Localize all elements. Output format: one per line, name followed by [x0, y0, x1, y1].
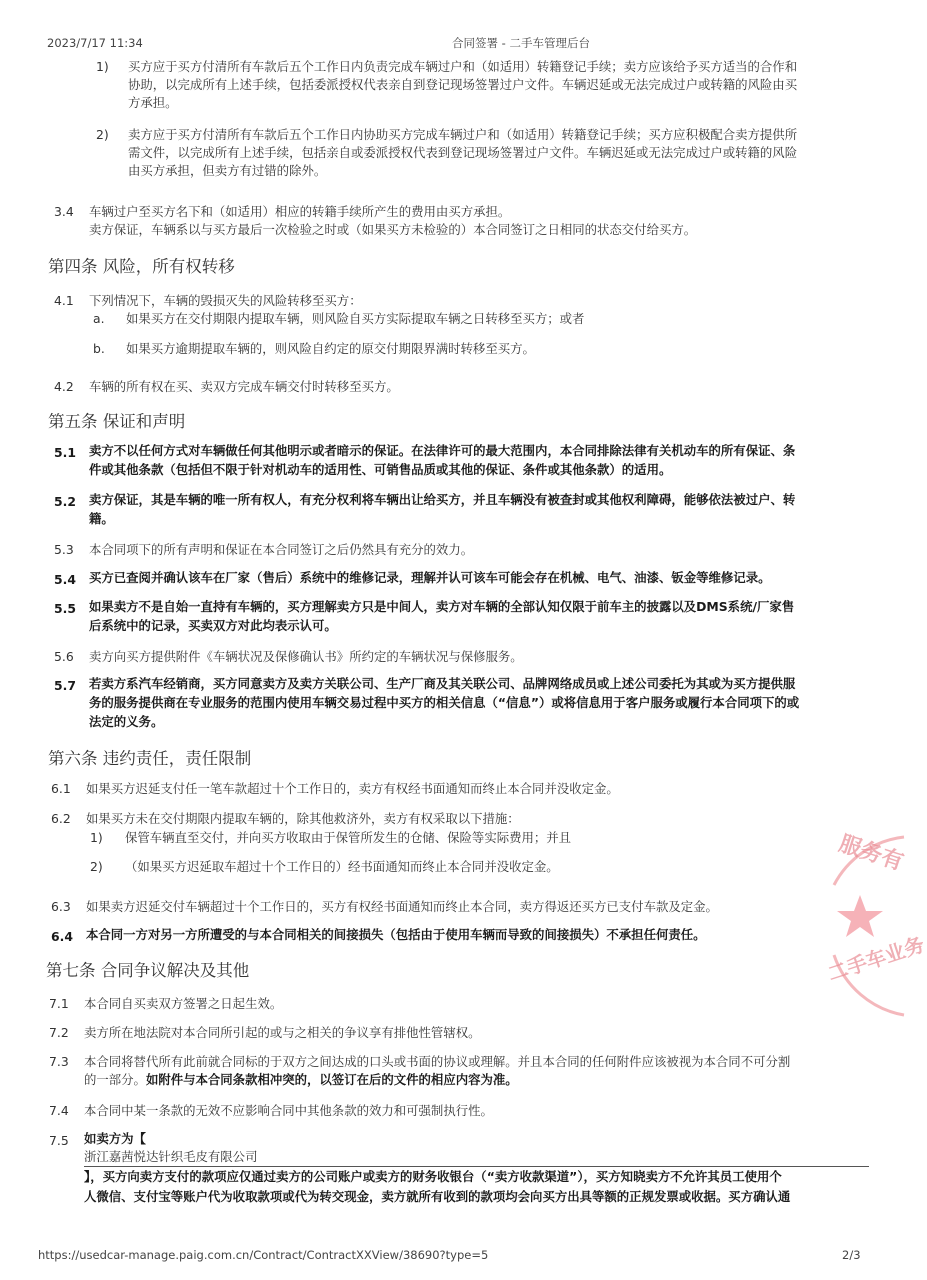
clause-text-line: 车辆过户至买方名下和（如适用）相应的转籍手续所产生的费用由买方承担。 [89, 204, 511, 219]
clause-text-line: 卖方向买方提供附件《车辆状况及保修确认书》所约定的车辆状况与保修服务。 [89, 649, 523, 664]
page-number: 2/3 [842, 1248, 861, 1262]
clause-text-line: 本合同一方对另一方所遭受的与本合同相关的间接损失（包括由于使用车辆而导致的间接损失）不承担任何责任。 [86, 927, 706, 942]
clause-number: 4.2 [54, 379, 74, 394]
clause-text-line: 卖方应于买方付清所有车款后五个工作日内协助买方完成车辆过户和（如适用）转籍登记手续；买方应积极配合卖方提供所 [128, 127, 798, 142]
clause-text-line: 买方应于买方付清所有车款后五个工作日内负责完成车辆过户和（如适用）转籍登记手续；卖方应该给予买方适当的合作和 [128, 59, 798, 74]
clause-text-line: 由买方承担，但卖方有过错的除外。 [128, 163, 327, 178]
clause-number: 5.2 [54, 494, 76, 509]
clause-text-line: 】，买方向卖方支付的款项应仅通过卖方的公司账户或卖方的财务收银台（“卖方收款渠道”），买方知晓卖方不允许其员工使用个 [84, 1169, 782, 1184]
clause-number: 5.3 [54, 542, 74, 557]
clause-number: 7.2 [49, 1025, 69, 1040]
clause-text-line: 如果买方迟延支付任一笔车款超过十个工作日的，卖方有权经书面通知而终止本合同并没收定金。 [86, 781, 619, 796]
clause-number: 4.1 [54, 293, 74, 308]
clause-text-line: 本合同将替代所有此前就合同标的于双方之间达成的口头或书面的协议或理解。并且本合同的任何附件应该被视为本合同不可分割 [84, 1054, 791, 1069]
clause-number: 5.6 [54, 649, 74, 664]
clause-number: 3.4 [54, 204, 74, 219]
print-page-title: 合同签署 - 二手车管理后台 [452, 36, 590, 50]
clause-number: 7.4 [49, 1103, 69, 1118]
seller-company-name: 浙江嘉茜悦达针织毛皮有限公司 [84, 1148, 869, 1167]
clause-number: 2) [90, 859, 103, 874]
clause-text-line: （如果买方迟延取车超过十个工作日的）经书面通知而终止本合同并没收定金。 [125, 859, 559, 874]
clause-number: 6.2 [51, 811, 71, 826]
article-heading: 第四条 风险，所有权转移 [48, 257, 235, 276]
clause-text-line: 如果买方在交付期限内提取车辆，则风险自买方实际提取车辆之日转移至买方；或者 [126, 311, 585, 326]
clause-text-line: 协助，以完成所有上述手续，包括委派授权代表亲自到登记现场签署过户文件。车辆迟延或无法完成过户或转籍的风险由买 [128, 77, 798, 92]
clause-number: 5.7 [54, 678, 76, 693]
clause-text-line: 务的服务提供商在专业服务的范围内使用车辆交易过程中买方的相关信息（“信息”）或将信息用于客户服务或履行本合同项下的或 [89, 695, 800, 710]
clause-text-line: 卖方所在地法院对本合同所引起的或与之相关的争议享有排他性管辖权。 [84, 1025, 481, 1040]
clause-text-line: 如果卖方不是自始一直持有车辆的，买方理解卖方只是中间人，卖方对车辆的全部认知仅限于前车主的披露以及DMS系统/厂家售 [89, 599, 795, 614]
seal-text-top: 服务有 [835, 831, 907, 876]
clause-number: 5.4 [54, 572, 76, 587]
clause-number: a. [93, 311, 105, 326]
clause-text-line: 卖方不以任何方式对车辆做任何其他明示或者暗示的保证。在法律许可的最大范围内，本合同排除法律有关机动车的所有保证、条 [89, 443, 796, 458]
clause-text-line: 本合同中某一条款的无效不应影响合同中其他条款的效力和可强制执行性。 [84, 1103, 493, 1118]
article-heading: 第六条 违约责任，责任限制 [48, 749, 252, 768]
seal-star-icon [837, 895, 883, 937]
page-url: https://usedcar-manage.paig.com.cn/Contract/ContractXXView/38690?type=5 [38, 1248, 489, 1262]
clause-text-line: 下列情况下，车辆的毁损灭失的风险转移至买方： [89, 293, 362, 308]
clause-number: 1) [96, 59, 109, 74]
seal-text-bottom: 二手车业务 [824, 932, 927, 986]
clause-number: 2) [96, 127, 109, 142]
clause-text-line: 后系统中的记录，买卖双方对此均表示认可。 [89, 618, 337, 633]
clause-number: b. [93, 341, 105, 356]
clause-text-line: 保管车辆直至交付，并向买方收取由于保管所发生的仓储、保险等实际费用；并且 [125, 830, 572, 845]
clause-text-line [84, 1071, 518, 1089]
clause-number: 7.1 [49, 996, 69, 1011]
print-datetime: 2023/7/17 11:34 [47, 36, 143, 50]
clause-text-line: 人微信、支付宝等账户代为收取款项或代为转交现金，卖方就所有收到的款项均会向买方出具等额的正规发票或收据。买方确认通 [84, 1189, 791, 1204]
company-seal-stamp [812, 825, 927, 1025]
clause-number: 6.1 [51, 781, 71, 796]
clause-text-line: 本合同项下的所有声明和保证在本合同签订之后仍然具有充分的效力。 [89, 542, 474, 557]
clause-text-line: 卖方保证，车辆系以与买方最后一次检验之时或（如果买方未检验的）本合同签订之日相同的状态交付给买方。 [89, 222, 697, 237]
clause-text-line: 件或其他条款（包括但不限于针对机动车的适用性、可销售品质或其他的保证、条件或其他条款）的适用。 [89, 462, 672, 477]
clause-number: 5.1 [54, 445, 76, 460]
clause-text-line: 籍。 [89, 511, 114, 526]
clause-number: 7.3 [49, 1054, 69, 1069]
clause-number: 7.5 [49, 1133, 69, 1148]
article-heading: 第七条 合同争议解决及其他 [46, 961, 250, 980]
clause-text-line: 如果买方未在交付期限内提取车辆的，除其他救济外，卖方有权采取以下措施： [86, 811, 520, 826]
clause-text-line: 方承担。 [128, 95, 178, 110]
clause-text-line: 需文件，以完成所有上述手续，包括亲自或委派授权代表到登记现场签署过户文件。车辆迟延或无法完成过户或转籍的风险 [128, 145, 798, 160]
clause-text-line: 如果卖方迟延交付车辆超过十个工作日的，买方有权经书面通知而终止本合同，卖方得返还买方已支付车款及定金。 [86, 899, 718, 914]
clause-text-part-bold: 如附件与本合同条款相冲突的，以签订在后的文件的相应内容为准。 [145, 1072, 518, 1087]
clause-text-line: 如卖方为【 [84, 1131, 146, 1146]
clause-text-line: 买方已查阅并确认该车在厂家（售后）系统中的维修记录，理解并认可该车可能会存在机械、电气、油漆、钣金等维修记录。 [89, 570, 771, 585]
clause-text-line: 若卖方系汽车经销商，买方同意卖方及卖方关联公司、生产厂商及其关联公司、品牌网络成员或上述公司委托为其或为买方提供服 [89, 676, 796, 691]
clause-number: 6.4 [51, 929, 73, 944]
clause-text-line: 如果买方逾期提取车辆的，则风险自约定的原交付期限界满时转移至买方。 [126, 341, 535, 356]
clause-text-line: 卖方保证，其是车辆的唯一所有权人，有充分权利将车辆出让给买方，并且车辆没有被查封或其他权利障碍，能够依法被过户、转 [89, 492, 796, 507]
clause-number: 6.3 [51, 899, 71, 914]
article-heading: 第五条 保证和声明 [48, 412, 186, 431]
clause-text-line: 本合同自买卖双方签署之日起生效。 [84, 996, 283, 1011]
clause-text-line: 车辆的所有权在买、卖双方完成车辆交付时转移至买方。 [89, 379, 399, 394]
clause-number: 5.5 [54, 601, 76, 616]
clause-number: 1) [90, 830, 103, 845]
clause-text-line: 法定的义务。 [89, 714, 164, 729]
clause-text-part: 的一部分。 [84, 1072, 146, 1087]
